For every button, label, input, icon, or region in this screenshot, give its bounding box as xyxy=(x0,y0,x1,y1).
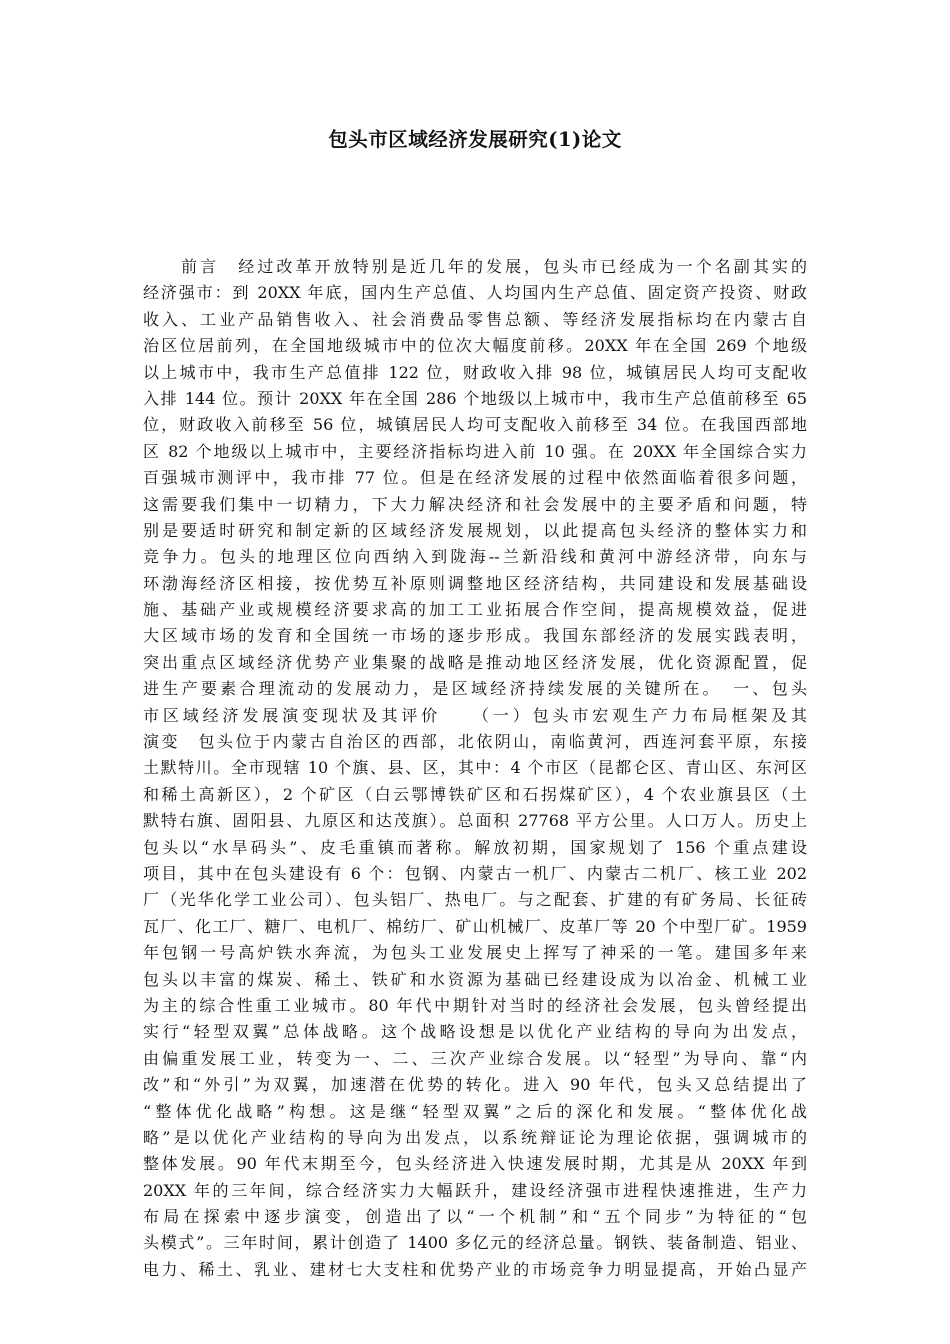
body-text-line: 以上城市中，我市生产总值排 122 位，财政收入排 98 位，城镇居民人均可支配收 xyxy=(143,362,807,382)
body-text-line: 实行“轻型双翼”总体战略。这个战略设想是以优化产业结构的导向为出发点， xyxy=(143,1022,807,1042)
body-text-line: 为主的综合性重工业城市。80 年代中期针对当时的经济社会发展，包头曾经提出 xyxy=(143,995,807,1015)
body-text-line: 和稀土高新区），2 个矿区（白云鄂博铁矿区和石拐煤矿区），4 个农业旗县区（土 xyxy=(143,784,807,804)
body-text-line: 略”是以优化产业结构的导向为出发点，以系统辩证论为理论依据，强调城市的 xyxy=(143,1127,807,1147)
body-text-line: 百强城市测评中，我市排 77 位。但是在经济发展的过程中依然面临着很多问题， xyxy=(143,468,807,488)
body-text-line: 默特右旗、固阳县、九原区和达茂旗）。总面积 27768 平方公里。人口万人。历史上 xyxy=(143,811,807,831)
document-title: 包头市区域经济发展研究(1)论文 xyxy=(328,128,622,151)
body-text-line: 入排 144 位。预计 20XX 年在全国 286 个地级以上城市中，我市生产总值前移至 65 xyxy=(143,388,807,408)
body-text-line: 突出重点区域经济优势产业集聚的战略是推动地区经济发展，优化资源配置，促 xyxy=(143,652,807,672)
body-text-line: 改”和“外引”为双翼，加速潜在优势的转化。进入 90 年代，包头又总结提出了 xyxy=(143,1075,807,1095)
body-text-line: 施、基础产业或规模经济要求高的加工工业拓展合作空间，提高规模效益，促进 xyxy=(143,600,807,620)
body-text-line: 项目，其中在包头建设有 6 个：包钢、内蒙古一机厂、内蒙古二机厂、核工业 202 xyxy=(143,863,807,883)
body-text-line: 电力、稀土、乳业、建材七大支柱和优势产业的市场竞争力明显提高，开始凸显产 xyxy=(143,1259,807,1279)
body-text-line: 收入、工业产品销售收入、社会消费品零售总额、等经济发展指标均在内蒙古自 xyxy=(143,309,807,329)
body-text-line: 土默特川。全市现辖 10 个旗、县、区，其中：4 个市区（昆都仑区、青山区、东河区 xyxy=(143,758,807,778)
body-text-line: 年包钢一号高炉铁水奔流，为包头工业发展史上挥写了神采的一笔。建国多年来 xyxy=(143,943,807,963)
body-text-line: 市区域经济发展演变现状及其评价 （一）包头市宏观生产力布局框架及其 xyxy=(143,705,807,725)
body-text-line: 由偏重发展工业，转变为一、二、三次产业综合发展。以“轻型”为导向、靠“内 xyxy=(143,1048,807,1068)
body-text-line: 治区位居前列，在全国地级城市中的位次大幅度前移。20XX 年在全国 269 个地级 xyxy=(143,336,807,356)
body-text-line: 大区域市场的发育和全国统一市场的逐步形成。我国东部经济的发展实践表明， xyxy=(143,626,807,646)
body-text-line: 布局在探索中逐步演变，创造出了以“一个机制”和“五个同步”为特征的“包 xyxy=(143,1207,807,1227)
body-text-line: 别是要适时研究和制定新的区域经济发展规划，以此提高包头经济的整体实力和 xyxy=(143,520,807,540)
body-text-line: 20XX 年的三年间，综合经济实力大幅跃升，建设经济强市进程快速推进，生产力 xyxy=(143,1180,807,1200)
body-text-line: 整体发展。90 年代末期至今，包头经济进入快速发展时期，尤其是从 20XX 年到 xyxy=(143,1154,807,1174)
body-text-line: 经济强市：到 20XX 年底，国内生产总值、人均国内生产总值、固定资产投资、财政 xyxy=(143,283,807,303)
body-text-line: “整体优化战略”构想。这是继“轻型双翼”之后的深化和发展。“整体优化战 xyxy=(143,1101,807,1121)
body-text-line: 竞争力。包头的地理区位向西纳入到陇海--兰新沿线和黄河中游经济带，向东与 xyxy=(143,547,807,567)
body-text-line: 包头以“水旱码头”、皮毛重镇而著称。解放初期，国家规划了 156 个重点建设 xyxy=(143,837,807,857)
body-text-line: 这需要我们集中一切精力，下大力解决经济和社会发展中的主要矛盾和问题，特 xyxy=(143,494,807,514)
body-text-line: 进生产要素合理流动的发展动力，是区域经济持续发展的关键所在。 一、包头 xyxy=(143,679,807,699)
body-text-line: 演变 包头位于内蒙古自治区的西部，北依阴山，南临黄河，西连河套平原，东接 xyxy=(143,732,807,752)
body-text-line: 包头以丰富的煤炭、稀土、铁矿和水资源为基础已经建设成为以冶金、机械工业 xyxy=(143,969,807,989)
body-text-line: 位，财政收入前移至 56 位，城镇居民人均可支配收入前移至 34 位。在我国西部地 xyxy=(143,415,807,435)
document-body xyxy=(143,254,807,1283)
body-text-line: 头模式”。三年时间，累计创造了 1400 多亿元的经济总量。钢铁、装备制造、铝业、 xyxy=(143,1233,807,1253)
body-text-line: 厂（光华化学工业公司）、包头铝厂、热电厂。与之配套、扩建的有矿务局、长征砖 xyxy=(143,890,807,910)
body-text-line: 前言 经过改革开放特别是近几年的发展，包头市已经成为一个名副其实的 xyxy=(143,257,807,276)
body-text-line: 区 82 个地级以上城市中，主要经济指标均进入前 10 强。在 20XX 年全国综合实力 xyxy=(143,441,807,461)
body-text-line: 瓦厂、化工厂、糖厂、电机厂、棉纺厂、矿山机械厂、皮革厂等 20 个中型厂矿。1959 xyxy=(143,916,807,936)
body-text-line: 环渤海经济区相接，按优势互补原则调整地区经济结构，共同建设和发展基础设 xyxy=(143,573,807,593)
